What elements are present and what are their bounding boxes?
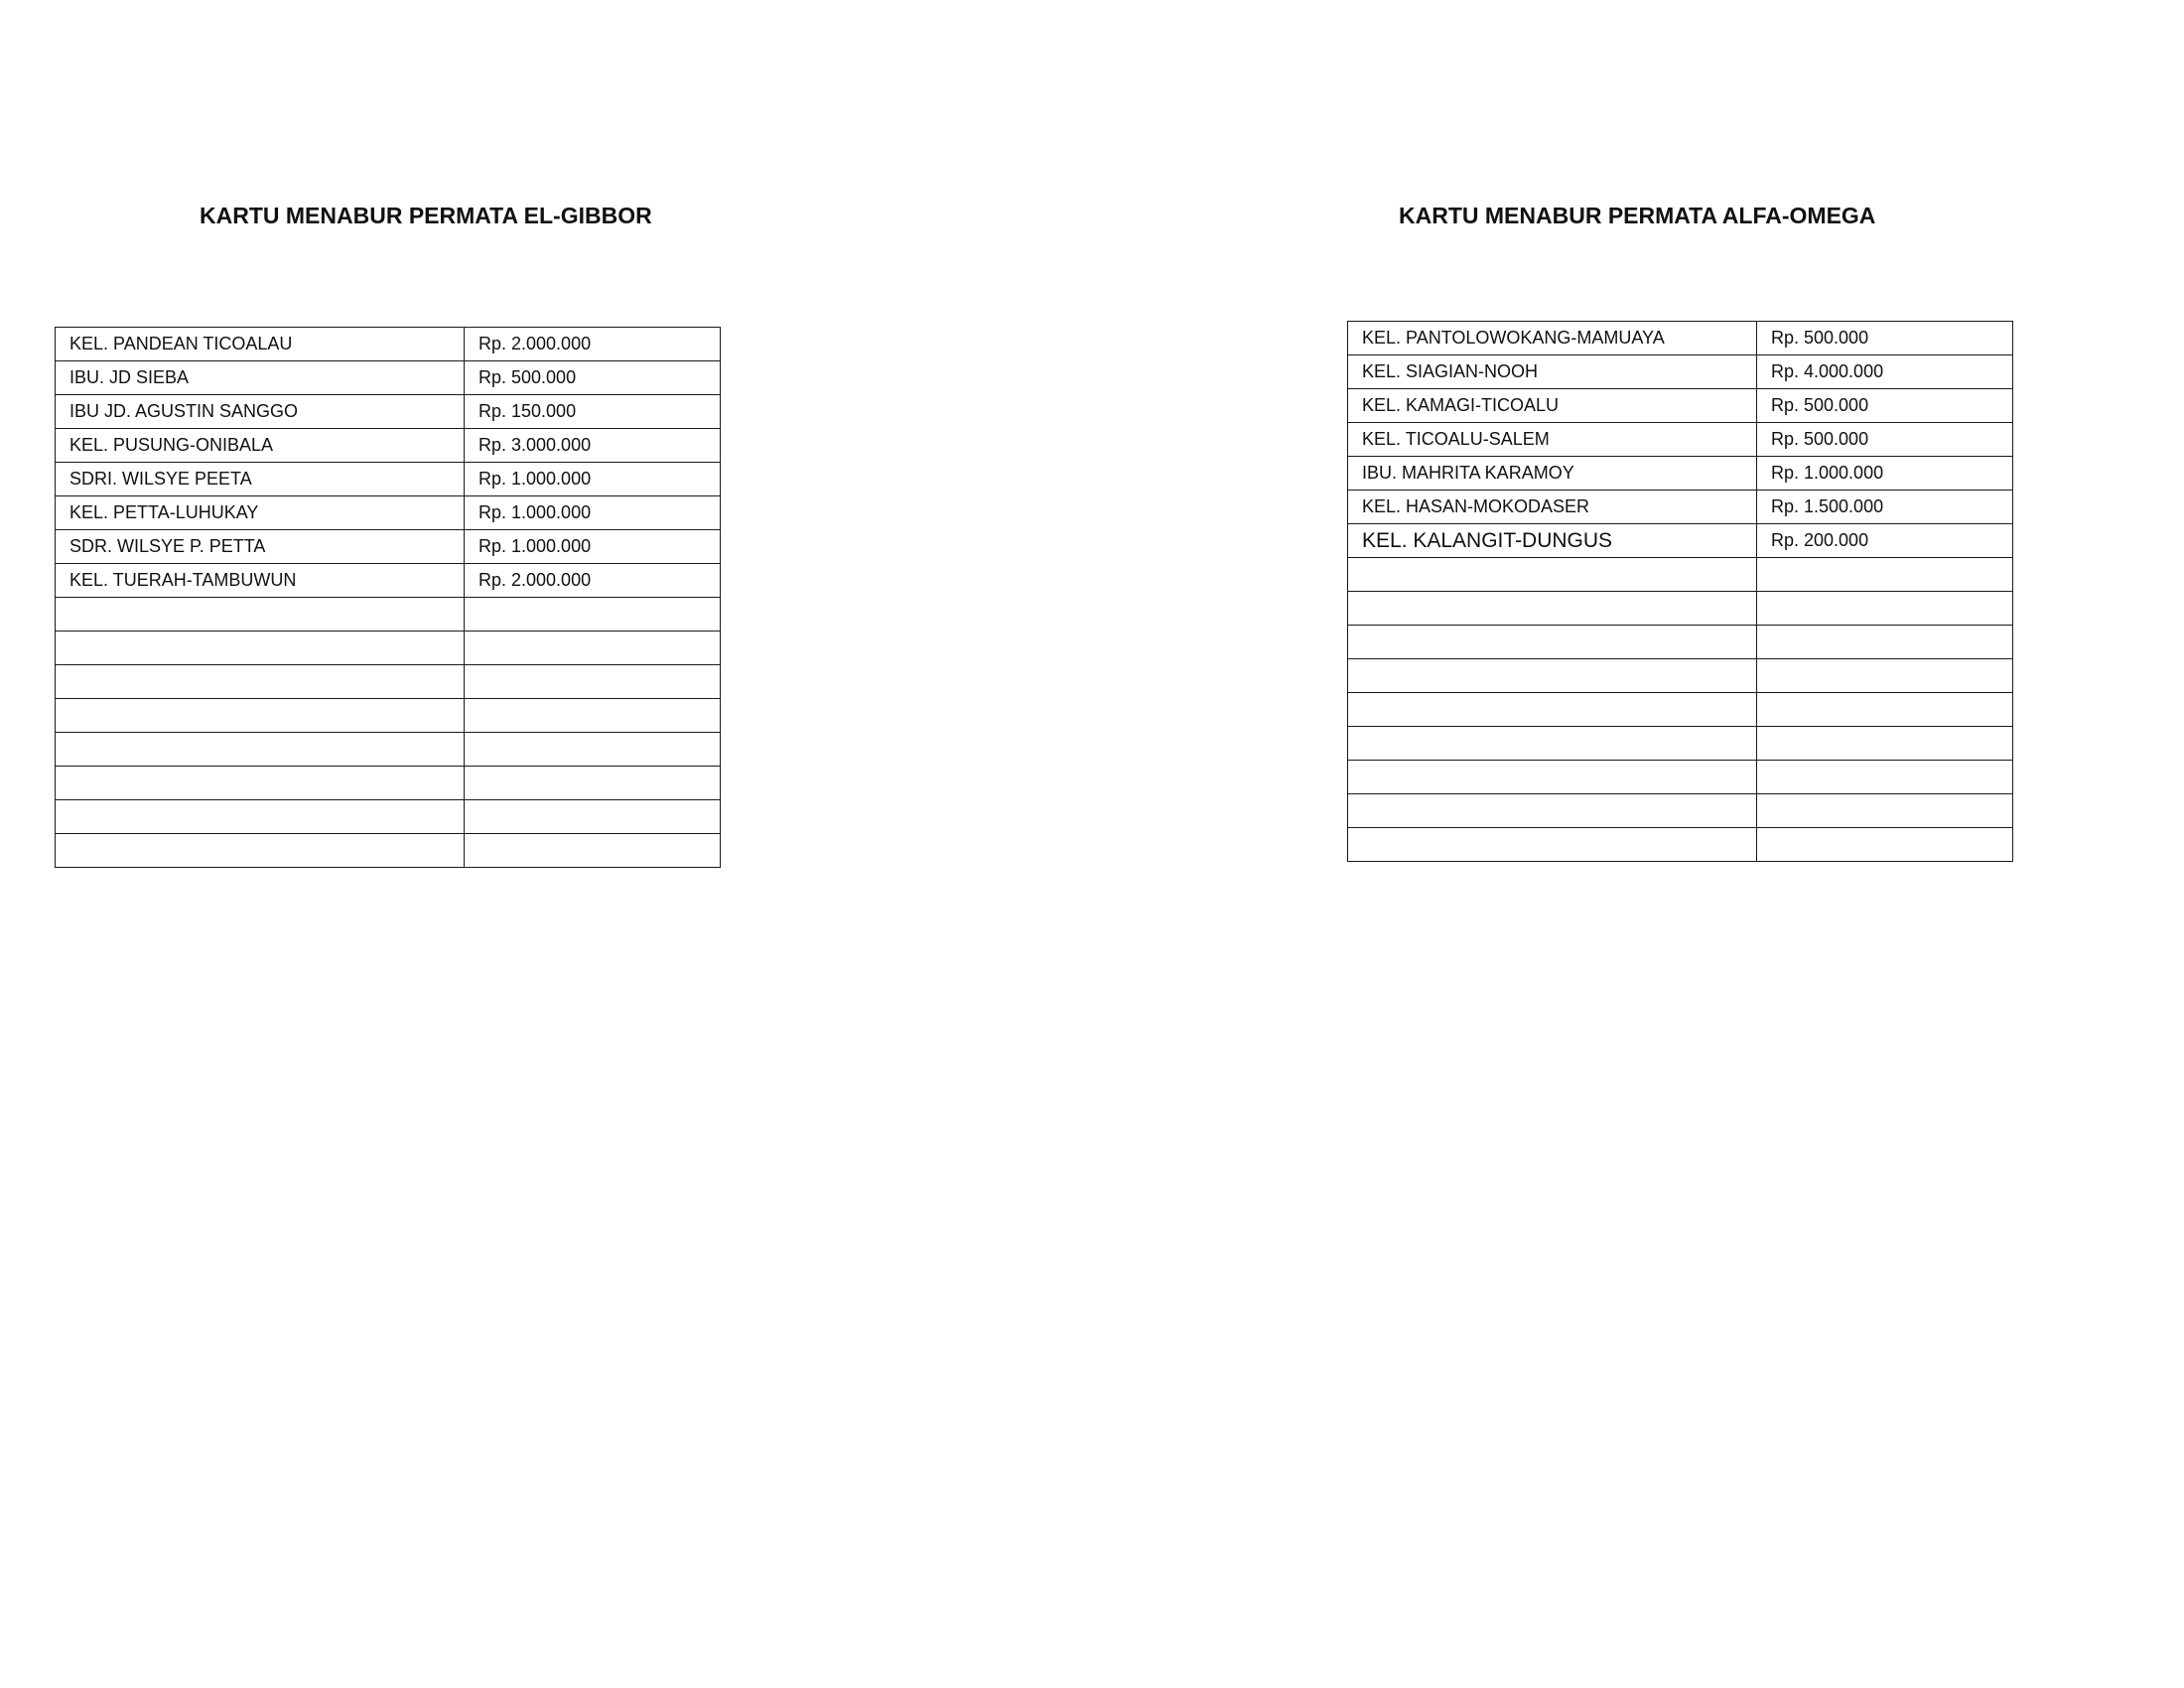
donor-name-cell	[56, 834, 465, 868]
donor-name-cell: KEL. TICOALU-SALEM	[1348, 423, 1757, 457]
table-row	[1348, 457, 2013, 491]
table-row	[56, 496, 721, 530]
donor-amount-cell: Rp. 500.000	[1757, 423, 2013, 457]
card-title: KARTU MENABUR PERMATA ALFA-OMEGA	[1399, 203, 1876, 228]
donor-name-cell: SDRI. WILSYE PEETA	[56, 463, 465, 496]
table-row	[56, 564, 721, 598]
donor-amount-cell: Rp. 1.000.000	[465, 463, 721, 496]
table-row	[56, 361, 721, 395]
table-row	[56, 598, 721, 632]
donor-amount-cell	[465, 767, 721, 800]
donor-amount-cell: Rp. 200.000	[1757, 524, 2013, 558]
table-row	[56, 395, 721, 429]
table-row	[1348, 389, 2013, 423]
table-row	[1348, 828, 2013, 862]
donor-name-cell	[56, 665, 465, 699]
table-row	[1348, 761, 2013, 794]
donor-name-cell: KEL. PANTOLOWOKANG-MAMUAYA	[1348, 322, 1757, 355]
donor-name-cell: KEL. TUERAH-TAMBUWUN	[56, 564, 465, 598]
table-row	[1348, 322, 2013, 355]
donor-amount-cell	[1757, 761, 2013, 794]
table-row	[1348, 491, 2013, 524]
donor-name-cell: KEL. PUSUNG-ONIBALA	[56, 429, 465, 463]
donor-amount-cell	[1757, 626, 2013, 659]
donor-amount-cell: Rp. 150.000	[465, 395, 721, 429]
donor-amount-cell	[465, 800, 721, 834]
table-row	[56, 328, 721, 361]
table-row	[1348, 558, 2013, 592]
donor-name-cell: SDR. WILSYE P. PETTA	[56, 530, 465, 564]
donor-name-cell: KEL. KALANGIT-DUNGUS	[1348, 524, 1757, 558]
donor-amount-cell	[1757, 727, 2013, 761]
donor-amount-cell: Rp. 3.000.000	[465, 429, 721, 463]
donor-name-cell: KEL. PETTA-LUHUKAY	[56, 496, 465, 530]
donor-name-cell: KEL. SIAGIAN-NOOH	[1348, 355, 1757, 389]
donor-name-cell	[1348, 794, 1757, 828]
donor-name-cell: KEL. HASAN-MOKODASER	[1348, 491, 1757, 524]
donor-amount-cell: Rp. 4.000.000	[1757, 355, 2013, 389]
donor-name-cell: IBU. MAHRITA KARAMOY	[1348, 457, 1757, 491]
donor-amount-cell	[465, 598, 721, 632]
table-row	[56, 834, 721, 868]
donor-amount-cell	[465, 733, 721, 767]
donor-name-cell	[1348, 761, 1757, 794]
table-row	[1348, 727, 2013, 761]
table-row	[1348, 592, 2013, 626]
donor-amount-cell	[1757, 558, 2013, 592]
donor-name-cell	[56, 767, 465, 800]
table-row	[56, 429, 721, 463]
donor-name-cell	[56, 598, 465, 632]
donor-name-cell: IBU. JD SIEBA	[56, 361, 465, 395]
donor-name-cell	[1348, 592, 1757, 626]
table-row	[1348, 693, 2013, 727]
table-row	[56, 463, 721, 496]
table-row	[56, 699, 721, 733]
donor-name-cell	[56, 699, 465, 733]
card-title: KARTU MENABUR PERMATA EL-GIBBOR	[200, 203, 652, 228]
donor-amount-cell	[465, 665, 721, 699]
table-row	[56, 767, 721, 800]
table-row	[1348, 355, 2013, 389]
donor-name-cell	[56, 733, 465, 767]
donor-amount-cell: Rp. 500.000	[1757, 322, 2013, 355]
donor-amount-cell: Rp. 1.000.000	[1757, 457, 2013, 491]
donor-amount-cell: Rp. 1.000.000	[465, 530, 721, 564]
donor-name-cell: KEL. KAMAGI-TICOALU	[1348, 389, 1757, 423]
donor-amount-cell	[1757, 794, 2013, 828]
donor-amount-cell	[1757, 659, 2013, 693]
donor-name-cell	[56, 632, 465, 665]
donor-amount-cell: Rp. 1.000.000	[465, 496, 721, 530]
table-row	[1348, 794, 2013, 828]
table-row	[1348, 524, 2013, 558]
donor-amount-cell: Rp. 500.000	[1757, 389, 2013, 423]
donor-name-cell: KEL. PANDEAN TICOALAU	[56, 328, 465, 361]
table-row	[56, 530, 721, 564]
donor-name-cell	[1348, 828, 1757, 862]
donor-amount-cell: Rp. 1.500.000	[1757, 491, 2013, 524]
donor-table	[55, 327, 721, 868]
donor-name-cell	[1348, 626, 1757, 659]
table-row	[56, 665, 721, 699]
donor-name-cell	[56, 800, 465, 834]
donor-amount-cell: Rp. 2.000.000	[465, 328, 721, 361]
donor-amount-cell	[465, 834, 721, 868]
donor-amount-cell	[1757, 693, 2013, 727]
table-row	[56, 632, 721, 665]
table-row	[56, 800, 721, 834]
table-row	[1348, 659, 2013, 693]
donor-amount-cell	[465, 699, 721, 733]
donor-table	[1347, 321, 2013, 862]
donor-amount-cell: Rp. 500.000	[465, 361, 721, 395]
donor-amount-cell	[1757, 592, 2013, 626]
donor-name-cell	[1348, 558, 1757, 592]
donor-amount-cell	[1757, 828, 2013, 862]
table-row	[1348, 423, 2013, 457]
donor-name-cell	[1348, 693, 1757, 727]
donor-name-cell	[1348, 727, 1757, 761]
table-row	[56, 733, 721, 767]
donor-amount-cell: Rp. 2.000.000	[465, 564, 721, 598]
table-row	[1348, 626, 2013, 659]
donor-name-cell	[1348, 659, 1757, 693]
donor-amount-cell	[465, 632, 721, 665]
donor-name-cell: IBU JD. AGUSTIN SANGGO	[56, 395, 465, 429]
